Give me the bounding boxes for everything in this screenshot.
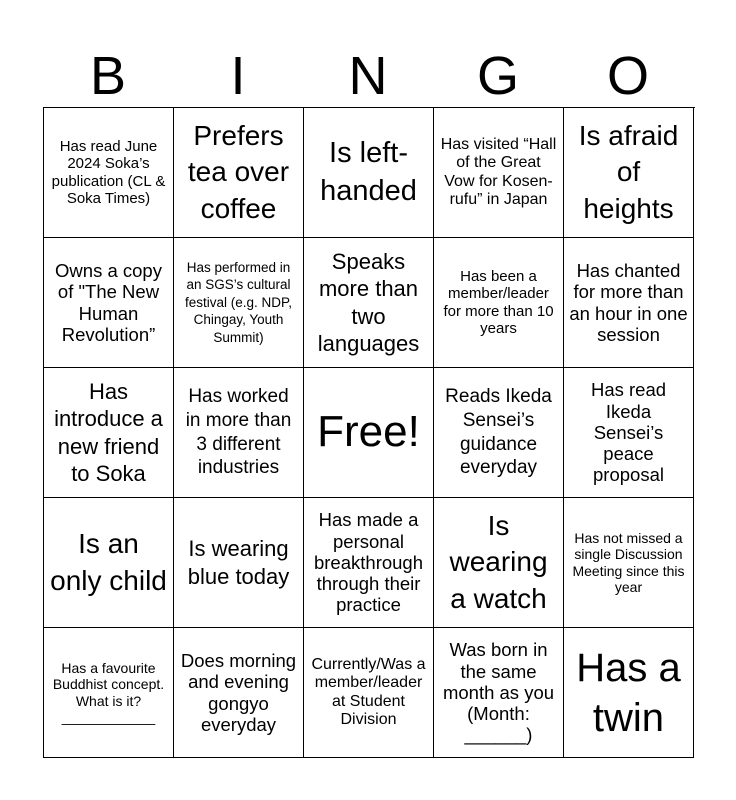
bingo-grid [43, 107, 695, 758]
bingo-cell-r1c2[interactable]: Prefers tea over coffee [174, 108, 304, 238]
bingo-cell-r5c1[interactable]: Has a favourite Buddhist concept. What is it? ____________ [44, 628, 174, 758]
bingo-cell-r2c2[interactable]: Has performed in an SGS’s cultural festival (e.g. NDP, Chingay, Youth Summit) [174, 238, 304, 368]
header-letter-n: N [348, 46, 388, 106]
bingo-cell-r1c3[interactable]: Is left-handed [304, 108, 434, 238]
bingo-cell-r2c1[interactable]: Owns a copy of "The New Human Revolution” [44, 238, 174, 368]
bingo-cell-r2c5[interactable]: Has chanted for more than an hour in one session [564, 238, 694, 368]
bingo-cell-r3c1[interactable]: Has introduce a new friend to Soka [44, 368, 174, 498]
header-letter-i: I [230, 46, 246, 106]
bingo-cell-r3c2[interactable]: Has worked in more than 3 different industries [174, 368, 304, 498]
bingo-cell-r5c4[interactable]: Was born in the same month as you (Month: ______) [434, 628, 564, 758]
bingo-cell-r2c3[interactable]: Speaks more than two languages [304, 238, 434, 368]
bingo-cell-r5c2[interactable]: Does morning and evening gongyo everyday [174, 628, 304, 758]
bingo-cell-r4c4[interactable]: Is wearing a watch [434, 498, 564, 628]
bingo-cell-r4c2[interactable]: Is wearing blue today [174, 498, 304, 628]
bingo-cell-r4c5[interactable]: Has not missed a single Discussion Meeting since this year [564, 498, 694, 628]
bingo-cell-r5c5[interactable]: Has a twin [564, 628, 694, 758]
bingo-cell-r3c4[interactable]: Reads Ikeda Sensei’s guidance everyday [434, 368, 564, 498]
bingo-cell-r2c4[interactable]: Has been a member/leader for more than 10 years [434, 238, 564, 368]
bingo-cell-r3c5[interactable]: Has read Ikeda Sensei’s peace proposal [564, 368, 694, 498]
bingo-cell-free[interactable]: Free! [304, 368, 434, 498]
bingo-cell-r1c5[interactable]: Is afraid of heights [564, 108, 694, 238]
bingo-cell-r1c4[interactable]: Has visited “Hall of the Great Vow for Kosen-rufu” in Japan [434, 108, 564, 238]
bingo-cell-r5c3[interactable]: Currently/Was a member/leader at Student Division [304, 628, 434, 758]
bingo-header [43, 44, 693, 108]
header-letter-g: G [476, 46, 519, 106]
header-letter-b: B [89, 46, 127, 106]
bingo-cell-r1c1[interactable]: Has read June 2024 Soka’s publication (CL & Soka Times) [44, 108, 174, 238]
header-letter-o: O [606, 46, 649, 106]
bingo-cell-r4c1[interactable]: Is an only child [44, 498, 174, 628]
bingo-cell-r4c3[interactable]: Has made a personal breakthrough through their practice [304, 498, 434, 628]
